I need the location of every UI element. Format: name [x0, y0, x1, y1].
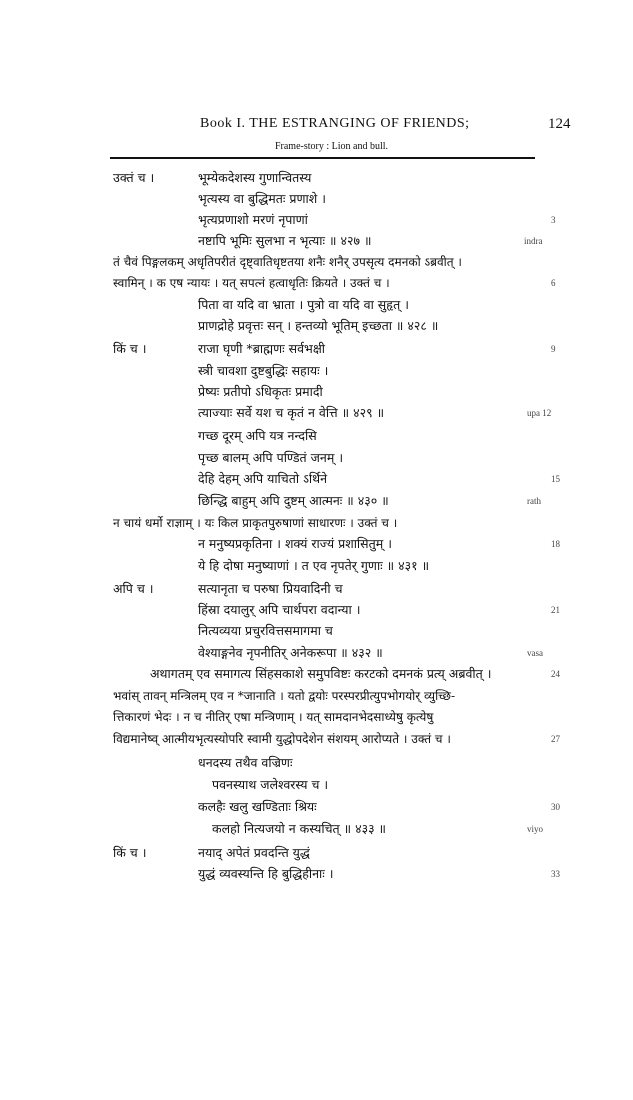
text-line [0, 643, 633, 663]
verse-line: कलहैः खलु खण्डिताः श्रियः [198, 799, 317, 814]
verse-line: छिन्द्धि बाहुम् अपि दुष्टम् आत्मनः ॥ ४३० ॥ [198, 493, 389, 508]
margin-note: upa 12 [527, 408, 552, 418]
text-line [0, 513, 633, 533]
text-line [0, 491, 633, 511]
line-label: अपि च । [113, 581, 154, 596]
verse-line: नयाद् अपेतं प्रवदन्ति युद्धं [198, 845, 310, 860]
verse-line: कलहो नित्यजयो न कस्यचित् ॥ ४३३ ॥ [212, 821, 387, 836]
verse-line: स्त्री चावशा दुष्टबुद्धिः सहायः । [198, 363, 329, 378]
running-title: Book I. THE ESTRANGING OF FRIENDS; [200, 116, 470, 131]
verse-line: भृत्यप्रणाशो मरणं नृपाणां [198, 212, 308, 227]
verse-line: हिंस्रा दयालुर् अपि चार्थपरा वदान्या । [198, 602, 361, 617]
verse-line: नष्टापि भूमिः सुलभा न भृत्याः ॥ ४२७ ॥ [198, 233, 372, 248]
text-line [0, 361, 633, 381]
subtitle-text: Frame-story : Lion and bull. [274, 141, 389, 152]
verse-line: सत्यानृता च परुषा प्रियवादिनी च [198, 581, 343, 596]
text-line [0, 600, 633, 620]
line-label: उक्तं च । [113, 170, 155, 185]
margin-note: 15 [551, 474, 560, 484]
text-line [0, 819, 633, 839]
text-line [0, 621, 633, 641]
prose-line: तं चैवं पिङ्गलकम् अधृतिपरीतं दृष्ट्वातिधृष्टतया शनैः शनैर् उपसृत्य दमनको ऽब्रवीत् । [113, 255, 462, 269]
verse-line: धनदस्य तथैव वज्रिणः [198, 755, 293, 770]
margin-note: vasa [527, 648, 543, 658]
text-line [0, 753, 633, 773]
running-header [0, 116, 633, 136]
margin-note: 24 [551, 669, 560, 679]
verse-line: युद्धं व्यवस्यन्ति हि बुद्धिहीनाः । [198, 866, 334, 881]
page-number: 124 [548, 116, 571, 132]
text-line [0, 426, 633, 446]
text-line [0, 556, 633, 576]
margin-note: viyo [527, 824, 544, 834]
verse-line: पिता वा यदि वा भ्राता । पुत्रो वा यदि वा सुहृत् । [198, 297, 409, 312]
line-label: किं च । [113, 341, 147, 356]
verse-line: त्याज्याः सर्वे यश च कृतं न वेत्ति ॥ ४२९ ॥ [198, 405, 385, 420]
margin-note: 6 [551, 278, 556, 288]
text-line [0, 707, 633, 727]
margin-note: 3 [551, 215, 556, 225]
verse-line: ये हि दोषा मनुष्याणां । त एव नृपतेर् गुणाः ॥ ४३१ ॥ [198, 558, 430, 573]
text-line [0, 295, 633, 315]
verse-line: भूम्येकदेशस्य गुणान्वितस्य [198, 170, 312, 185]
text-line [0, 864, 633, 884]
text-line [0, 168, 633, 188]
verse-line: भृत्यस्य वा बुद्धिमतः प्रणाशे । [198, 191, 326, 206]
verse-line: प्राणद्रोहे प्रवृत्तः सन् । हन्तव्यो भूतिम् इच्छता ॥ ४२८ ॥ [198, 318, 439, 333]
verse-line: राजा घृणी *ब्राह्मणः सर्वभक्षी [198, 341, 326, 356]
text-line [0, 339, 633, 359]
text-line [0, 403, 633, 423]
prose-line: अथागतम् एव समागत्य सिंहसकाशे समुपविष्टः करटको दमनकं प्रत्य् अब्रवीत् । [150, 666, 492, 681]
text-line [0, 189, 633, 209]
running-subtitle [0, 141, 633, 152]
text-line [0, 579, 633, 599]
prose-line: त्तिकारणं भेदः । न च नीतिर् एषा मन्त्रिणाम् । यत् सामदानभेदसाध्येषु कृत्येषु [113, 710, 434, 724]
header-rule [110, 157, 535, 159]
margin-note: rath [527, 496, 541, 506]
text-line [0, 273, 633, 293]
prose-line: विद्यमानेष्व् आत्मीयभृत्यस्योपरि स्वामी युद्धोपदेशेन संशयम् आरोप्यते । उक्तं च । [113, 732, 451, 746]
text-line [0, 775, 633, 795]
text-line [0, 469, 633, 489]
text-line [0, 843, 633, 863]
verse-line: प्रेष्यः प्रतीपो ऽधिकृतः प्रमादी [198, 384, 323, 399]
text-line [0, 534, 633, 554]
text-line [0, 686, 633, 706]
line-label: किं च । [113, 845, 147, 860]
margin-note: indra [524, 236, 543, 246]
text-line [0, 316, 633, 336]
margin-note: 21 [551, 605, 560, 615]
verse-line: पवनस्याथ जलेश्वरस्य च । [212, 777, 329, 792]
prose-line: भवांस् तावन् मन्त्रिलम् एव न *जानाति । यतो द्वयोः परस्परप्रीत्युपभोगयोर् व्युच्छि- [113, 689, 456, 703]
text-line [0, 382, 633, 402]
margin-note: 18 [551, 539, 560, 549]
prose-line: स्वामिन् । क एष न्यायः । यत् सपत्नं हत्वाधृतिः क्रियते । उक्तं च । [113, 276, 390, 290]
margin-note: 9 [551, 344, 556, 354]
margin-note: 33 [551, 869, 560, 879]
text-line [0, 210, 633, 230]
verse-line: देहि देहम् अपि याचितो ऽर्थिने [198, 471, 328, 486]
margin-note: 27 [551, 734, 560, 744]
verse-line: वेश्याङ्गनेव नृपनीतिर् अनेकरूपा ॥ ४३२ ॥ [198, 645, 383, 660]
text-line [0, 664, 633, 684]
text-line [0, 729, 633, 749]
text-line [0, 231, 633, 251]
margin-note: 30 [551, 802, 560, 812]
prose-line: न चायं धर्मो राज्ञाम् । यः किल प्राकृतपुरुषाणां साधारणः । उक्तं च । [113, 516, 398, 530]
verse-line: गच्छ दूरम् अपि यत्र नन्दसि [198, 428, 317, 443]
text-line [0, 797, 633, 817]
text-line [0, 448, 633, 468]
text-line [0, 252, 633, 272]
verse-line: नित्यव्यया प्रचुरवित्तसमागमा च [198, 623, 333, 638]
verse-line: पृच्छ बालम् अपि पण्डितं जनम् । [198, 450, 344, 465]
verse-line: न मनुष्यप्रकृतिना । शक्यं राज्यं प्रशासितुम् । [198, 536, 392, 551]
